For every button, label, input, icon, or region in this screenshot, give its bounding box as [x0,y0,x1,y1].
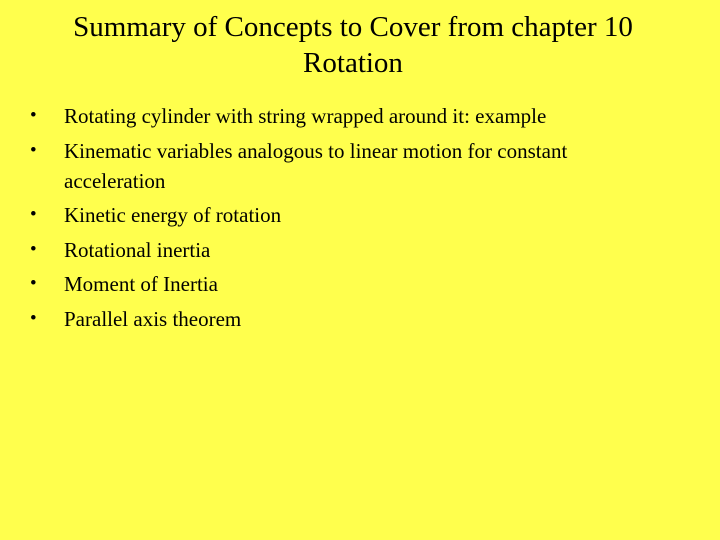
bullet-text: Kinetic energy of rotation [64,203,282,227]
bullet-item-rotating-cylinder [30,101,690,131]
bullet-text-continuation: acceleration [64,168,166,193]
bullet-dot-icon: • [30,139,37,161]
bullet-item-moment-of-inertia [30,269,690,299]
slide-title-line-2: Rotation [303,47,403,79]
bullet-dot-icon: • [30,307,37,329]
bullet-list [30,101,690,338]
bullet-item-kinetic-energy [30,200,690,230]
bullet-text: Rotating cylinder with string wrapped around it: example [64,104,547,128]
bullet-item-parallel-axis [30,304,690,334]
slide-title [0,9,706,81]
bullet-dot-icon: • [30,204,37,225]
slide-title-line-1: Summary of Concepts to Cover from chapter 10 [73,11,633,43]
bullet-text: Rotational inertia [64,237,211,262]
bullet-item-rotational-inertia [30,235,690,265]
bullet-text: Moment of Inertia [64,272,218,296]
bullet-item-kinematic-variables [30,136,690,196]
bullet-text: Kinematic variables analogous to linear motion for constant [64,138,568,163]
bullet-dot-icon: • [30,238,37,260]
bullet-dot-icon: • [30,273,37,294]
bullet-dot-icon: • [30,105,37,126]
bullet-text: Parallel axis theorem [64,306,242,331]
